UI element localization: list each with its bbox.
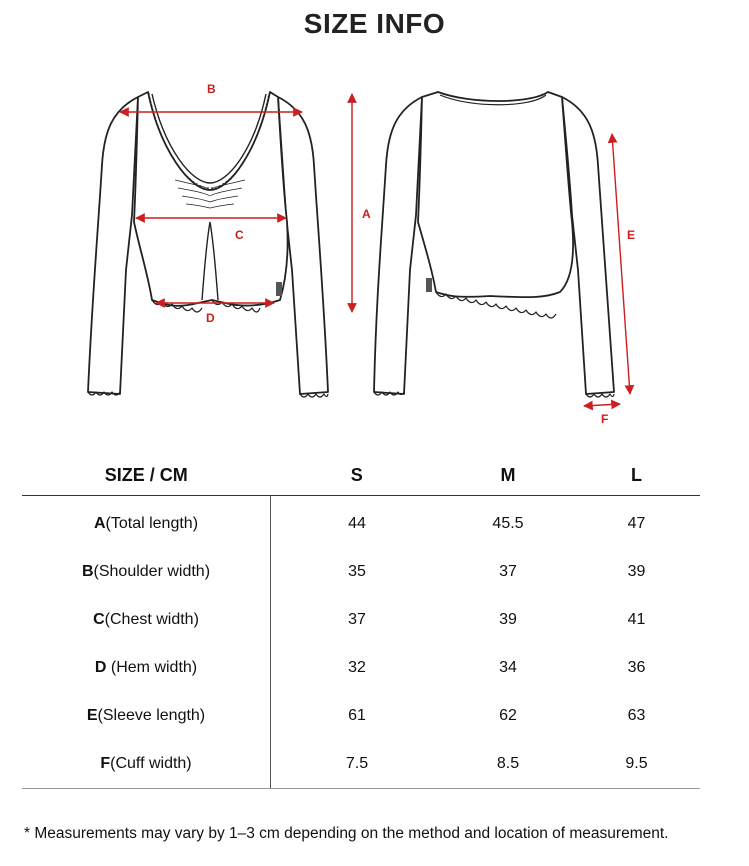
label-e: E xyxy=(627,228,636,242)
row-label xyxy=(22,644,271,692)
table-row xyxy=(22,692,700,740)
header-m: M xyxy=(443,456,573,496)
measure-code: D xyxy=(94,659,107,676)
measure-name: (Shoulder width) xyxy=(93,563,211,580)
cell-m: 39 xyxy=(499,611,517,628)
cell-s: 61 xyxy=(348,707,366,724)
cell-l: 41 xyxy=(627,611,646,628)
row-label xyxy=(22,740,271,789)
label-a: A xyxy=(362,207,371,221)
back-left-sleeve xyxy=(374,97,422,394)
back-body xyxy=(418,92,573,297)
front-body xyxy=(134,92,288,306)
label-d: D xyxy=(206,311,215,325)
cell-s: 44 xyxy=(348,515,366,532)
measure-name: (Hem width) xyxy=(106,659,198,676)
page-title: SIZE INFO xyxy=(303,8,446,39)
cell-l: 9.5 xyxy=(573,740,700,789)
table-row xyxy=(22,548,700,596)
cell-s: 32 xyxy=(348,659,366,676)
measure-name: (Total length) xyxy=(105,515,199,532)
size-table xyxy=(22,456,700,789)
header-size-cm: SIZE / CM xyxy=(22,456,271,496)
back-view xyxy=(374,92,614,397)
cell-s: 35 xyxy=(348,563,366,580)
label-b: B xyxy=(207,82,216,96)
measurement-note: * Measurements may vary by 1–3 cm depending on the method and location of measurement. xyxy=(24,825,669,842)
measure-name: (Sleeve length) xyxy=(97,707,206,724)
cell-m: 8.5 xyxy=(443,740,573,789)
header-l: L xyxy=(573,456,700,496)
cell-l: 36 xyxy=(627,659,646,676)
table-row xyxy=(22,596,700,644)
measure-name: (Chest width) xyxy=(104,611,199,628)
table-row xyxy=(22,496,700,549)
front-view xyxy=(88,92,328,397)
row-label xyxy=(22,496,271,549)
front-left-sleeve xyxy=(88,97,138,394)
measure-code: B xyxy=(81,563,94,580)
cell-l: 39 xyxy=(627,563,646,580)
measure-name: (Cuff width) xyxy=(110,755,192,772)
label-f: F xyxy=(601,412,609,426)
row-label xyxy=(22,692,271,740)
table-row xyxy=(22,740,700,789)
row-label xyxy=(22,596,271,644)
measure-code: E xyxy=(86,707,98,724)
size-table-header xyxy=(22,456,700,496)
cell-s: 7.5 xyxy=(271,740,444,789)
cell-l: 63 xyxy=(627,707,646,724)
cell-m: 34 xyxy=(499,659,517,676)
label-c: C xyxy=(235,228,244,242)
cell-m: 37 xyxy=(499,563,517,580)
cell-m: 45.5 xyxy=(492,515,524,532)
header-s: S xyxy=(271,456,444,496)
measure-code: F xyxy=(100,755,111,772)
cell-l: 47 xyxy=(627,515,646,532)
measure-code: A xyxy=(93,515,106,532)
measure-code: C xyxy=(93,611,105,628)
cell-m: 62 xyxy=(499,707,517,724)
cell-s: 37 xyxy=(348,611,366,628)
table-row xyxy=(22,644,700,692)
row-label xyxy=(22,548,271,596)
